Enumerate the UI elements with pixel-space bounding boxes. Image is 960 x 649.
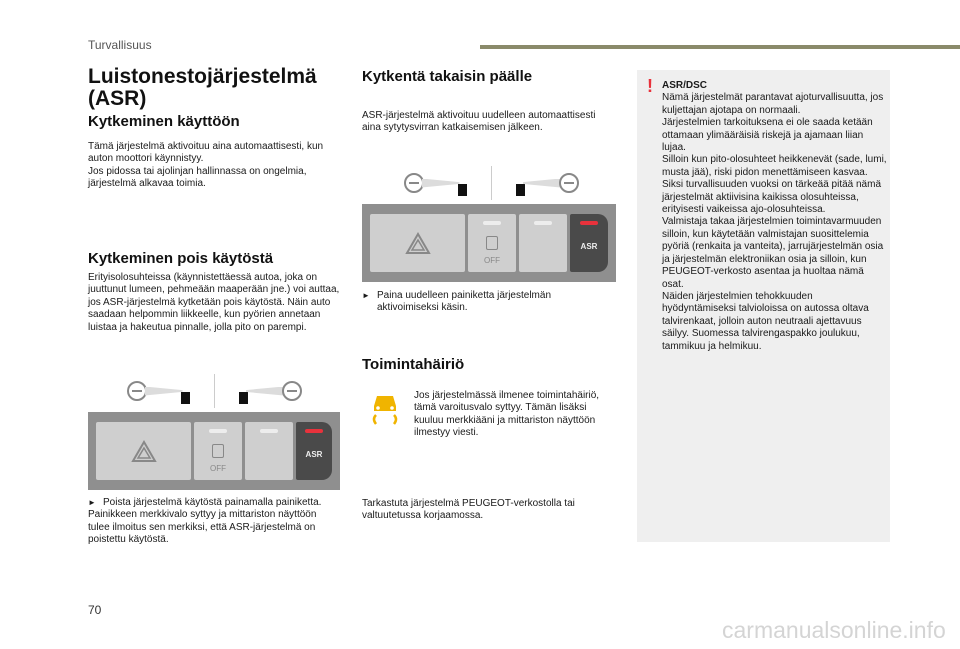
asr-indicator-led [580,221,598,225]
blank-button[interactable] [245,422,293,480]
back-bullet: Paina uudelleen painiketta järjestelmän aktivoimiseksi käsin. [377,290,552,314]
off-label: OFF [210,464,226,473]
skid-warning-icon [368,392,402,426]
note-text-4: Valmistaja takaa järjestelmien toimintavarmuuden silloin, kun käytetään valmistajan suosittelemia pyöriä (renkaita ja vanteita), jarrujärjestelmän osia ja järjestelmän elektroniikan osia ja silloin, kun PEUGEOT-verkosto asentaa ja huoltaa nämä osat. [662,216,884,290]
asr-off-button[interactable] [468,214,516,272]
asr-button[interactable] [296,422,332,480]
hazard-triangle-icon [405,232,431,255]
note-text-5: Näiden järjestelmien tehokkuuden hyödyntämiseksi talvioloissa on autossa oltava talvirenkaat, jolloin auton neutraali ajettavuus säilyy. Suomessa talvirengaspakko joulukuu, tammikuu ja helmikuu. [662,290,869,352]
use-text [88,141,338,191]
lock-off-icon [212,444,224,458]
bullet-arrow-icon: ► [88,498,96,507]
steering-wheel-icon [282,381,302,401]
button-panel-middle [362,204,616,282]
hazard-triangle-icon [131,440,157,463]
asr-off-button[interactable] [194,422,242,480]
steering-icons-left [88,372,340,410]
steering-icons-middle [366,164,616,202]
control-knob-icon [239,392,248,404]
asr-label: ASR [580,242,598,251]
button-panel-left [88,412,340,490]
note-title: ASR/DSC [662,80,708,91]
back-instructions [362,290,612,315]
fault-text: Jos järjestelmässä ilmenee toimintahäiriö, tämä varoitusvalo syttyy. Tämän lisäksi kuuluu merkkiääni ja mittariston näyttöön ilmestyy viesti. [414,390,600,439]
use-text-1: Tämä järjestelmä aktivoituu aina automaattisesti, kun auton moottori käynnistyy. [88,141,324,165]
check-text: Tarkastuta järjestelmä PEUGEOT-verkostolla tai valtuutetussa korjaamossa. [362,498,575,522]
page-number: 70 [88,603,102,617]
steering-wheel-icon [404,173,424,193]
use-text-2: Jos pidossa tai ajolinjan hallinnassa on ongelmia, järjestelmä alkavaa toimia. [88,165,307,190]
safety-note-text [662,80,888,353]
heading-use: Kytkeminen käyttöön [88,113,240,130]
asr-button[interactable] [570,214,608,272]
lock-off-icon [486,236,498,250]
page-title: Luistonestojärjestelmä (ASR) [88,65,317,110]
note-text-2: Järjestelmien tarkoituksena ei ole saada ketään ottamaan ylimääräisiä riskejä ja ajamaan liian lujaa. [662,117,873,154]
control-knob-icon [458,184,467,196]
note-text-1: Nämä järjestelmät parantavat ajoturvallisuutta, jos kuljettajan ajotapa on normaali. [662,92,884,116]
control-knob-icon [181,392,190,404]
back-text: ASR-järjestelmä aktivoituu uudelleen automaattisesti aina sytytysvirran katkaisemisen jälkeen. [362,110,596,134]
asr-indicator-led [305,429,323,433]
section-label: Turvallisuus [88,38,152,52]
watermark: carmanualsonline.info [722,617,946,643]
steering-wheel-icon [559,173,579,193]
off-label: OFF [484,256,500,265]
asr-label: ASR [305,450,323,459]
off-bullet: Poista järjestelmä käytöstä painamalla painiketta. [103,497,322,508]
heading-off: Kytkeminen pois käytöstä [88,250,274,267]
off-text: Erityisolosuhteissa (käynnistettäessä autoa, joka on juuttunut lumeen, pehmeään maaperään jne.) voi auttaa, jos ASR-järjestelmä kytketään pois käytöstä. Näin auto saadaan helpommin liikkeelle, kun pyörien annetaan luistaa ja hakeutua pinnalle, jolla pito on parempi. [88,272,340,333]
heading-fault: Toimintahäiriö [362,356,465,373]
header-bar [480,45,960,49]
blank-button[interactable] [519,214,567,272]
heading-back: Kytkentä takaisin päälle [362,68,533,85]
off-instructions [88,497,340,547]
warning-exclamation-icon: ! [647,76,653,96]
steering-wheel-icon [127,381,147,401]
bullet-arrow-icon: ► [362,291,370,300]
hazard-button[interactable] [370,214,465,272]
hazard-button[interactable] [96,422,191,480]
note-text-3: Silloin kun pito-olosuhteet heikkenevät (sade, lumi, musta jää), riski pidon menettämiseen kasvaa. Siksi turvallisuuden vuoksi on tärkeää pitää nämä järjestelmät aktiivisina kaikissa olosuhteissa, erityisesti vaikeissa ajo-olosuhteissa. [662,154,887,216]
control-knob-icon [516,184,525,196]
off-text-2: Painikkeen merkkivalo syttyy ja mittariston näyttöön tulee ilmoitus sen merkiksi, että ASR-järjestelmä on poistettu käytöstä. [88,509,317,546]
